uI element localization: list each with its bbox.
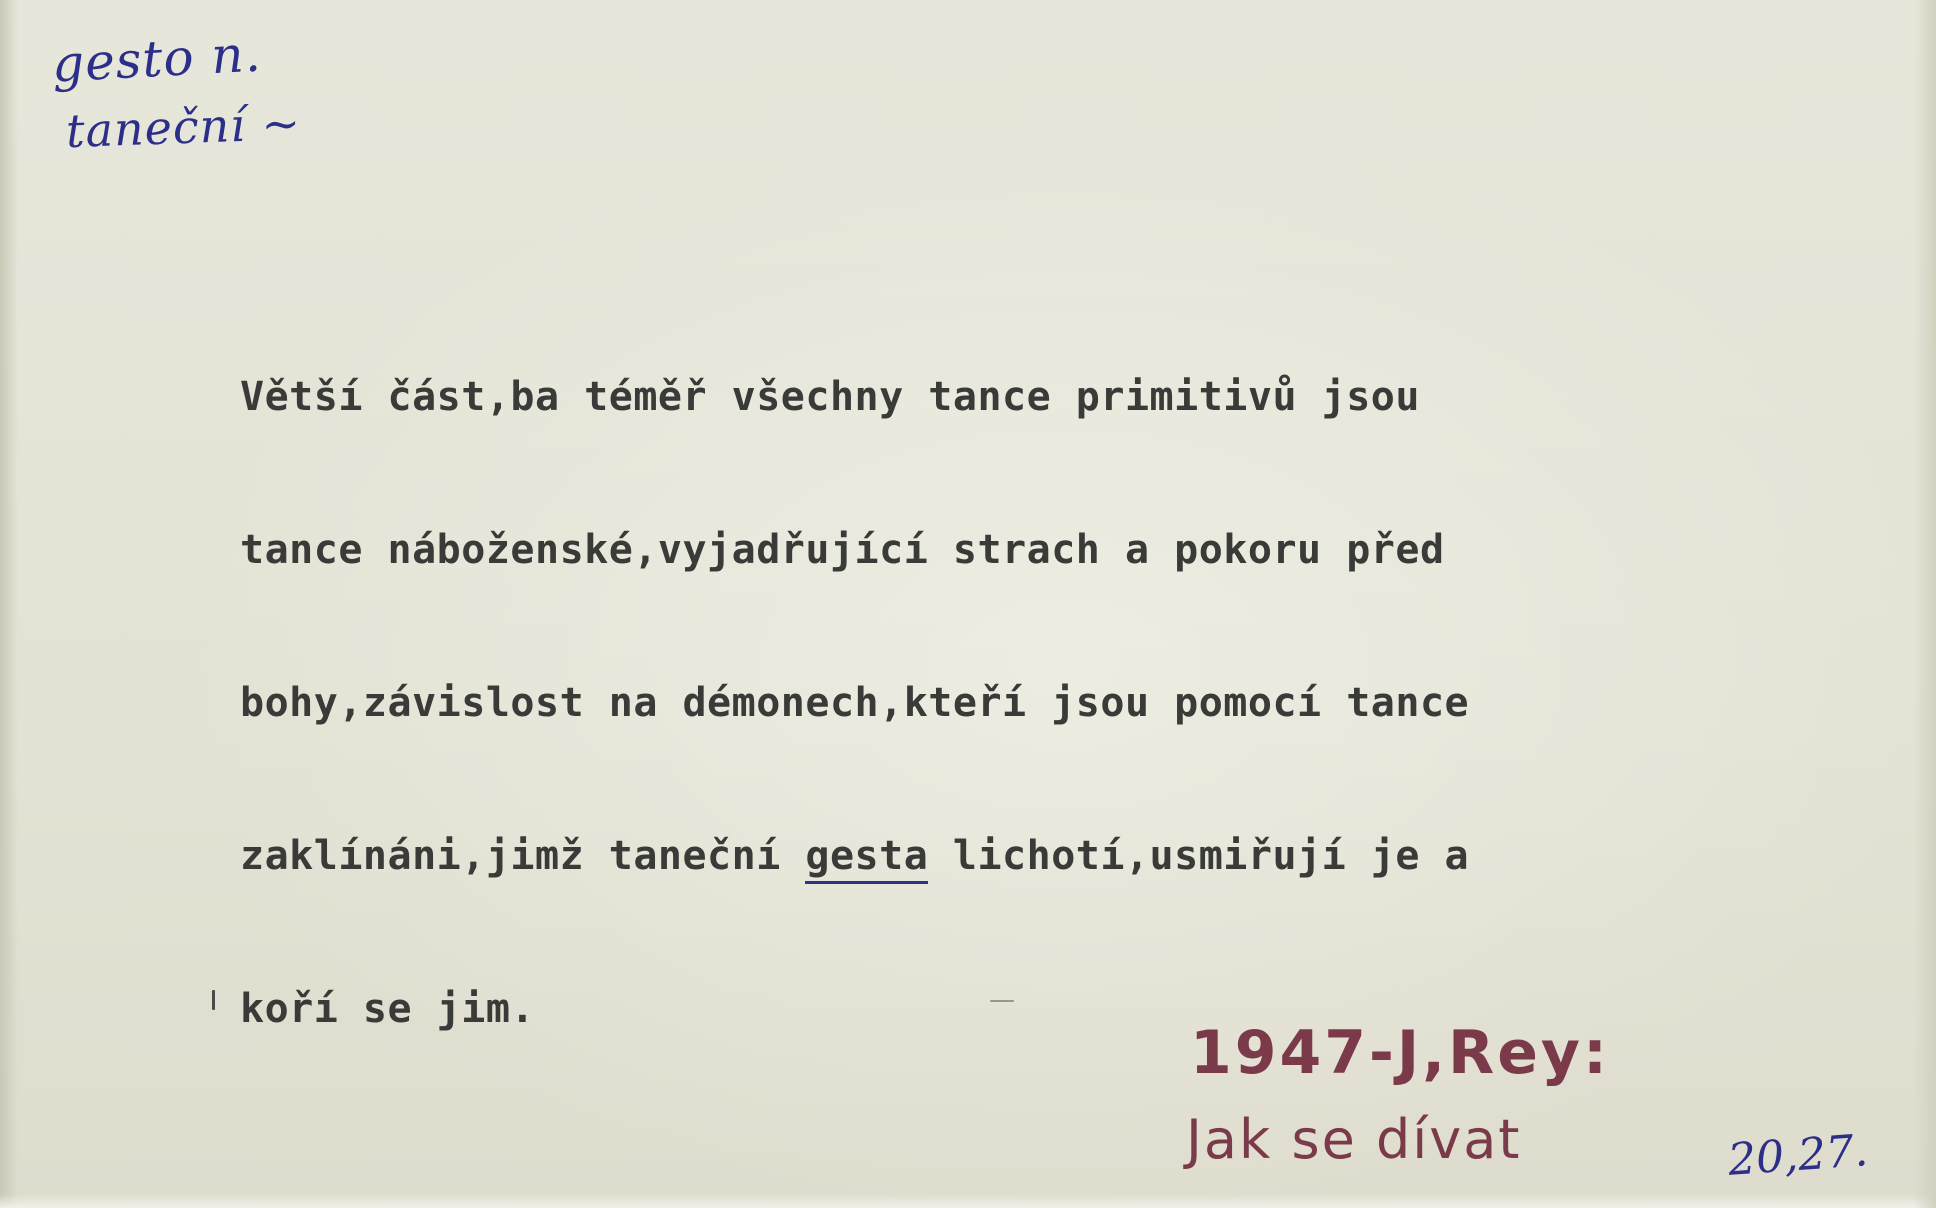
typed-body-text xyxy=(240,270,1760,1137)
card-bottom-edge xyxy=(0,1194,1936,1208)
paper-scratch-mark xyxy=(990,1000,1014,1002)
typed-line-4 xyxy=(240,831,1760,882)
typed-line-5: koří se jim. xyxy=(240,986,535,1032)
typed-line-1: Větší část,ba téměř všechny tance primitivů jsou xyxy=(240,374,1420,420)
underlined-word-gesta: gesta xyxy=(805,833,928,884)
typed-line-2: tance náboženské,vyjadřující strach a pokoru před xyxy=(240,527,1445,573)
page-number: 20,27. xyxy=(1726,1125,1870,1186)
source-stamp-author: 1947-J,Rey: xyxy=(1190,1018,1611,1088)
typed-line-4-start: zaklínáni,jimž taneční xyxy=(240,833,806,879)
typed-line-3: bohy,závislost na démonech,kteří jsou pomocí tance xyxy=(240,680,1470,726)
handwritten-note-line-2: taneční ~ xyxy=(65,95,302,159)
handwritten-note-line-1: gesto n. xyxy=(50,24,263,94)
paper-scratch-mark xyxy=(212,990,215,1010)
typed-line-4-end: lichotí,usmiřují je a xyxy=(928,833,1470,879)
source-stamp-title: Jak se dívat xyxy=(1186,1108,1522,1171)
